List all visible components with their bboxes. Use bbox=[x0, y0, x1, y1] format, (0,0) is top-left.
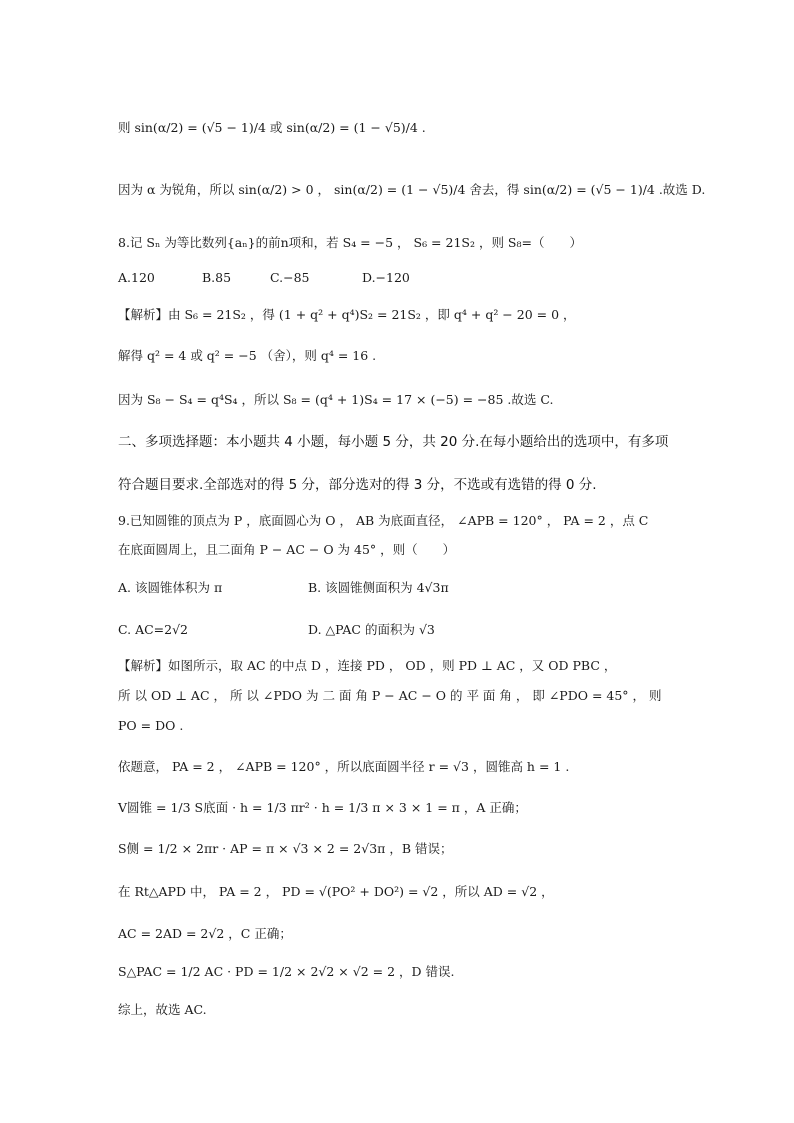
q8-option-a: A.120 bbox=[118, 270, 155, 285]
solution-9-line: S侧 = 1/2 × 2πr · AP = π × √3 × 2 = 2√3π ，B 错误； bbox=[118, 841, 453, 856]
solution-8-line: 【解析】由 S₆ = 21S₂ ，得 (1 + q² + q⁴)S₂ = 21S₂ ，即 q⁴ + q² − 20 = 0 ， bbox=[118, 307, 576, 322]
solution-9-line: S△PAC = 1/2 AC · PD = 1/2 × 2√2 × √2 = 2 ，D 错误. bbox=[118, 964, 455, 979]
solution-9-line: 所 以 OD ⊥ AC ， 所 以 ∠PDO 为 二 面 角 P − AC − O 的 平 面 角 ， 即 ∠PDO = 45° ， 则 bbox=[118, 688, 662, 703]
q9-option-b: B. 该圆锥侧面积为 4√3π bbox=[308, 580, 449, 595]
q9-option-c: C. AC=2√2 bbox=[118, 622, 189, 637]
solution-9-line: 依题意， PA = 2 ， ∠APB = 120° ，所以底面圆半径 r = √3 ，圆锥高 h = 1 . bbox=[118, 759, 570, 774]
solution-9-line: PO = DO . bbox=[118, 718, 184, 733]
q9-option-a: A. 该圆锥体积为 π bbox=[118, 580, 223, 595]
q8-option-d: D.−120 bbox=[362, 270, 410, 285]
q8-option-b: B.85 bbox=[202, 270, 232, 285]
question-9: 在底面圆周上，且二面角 P − AC − O 为 45° ，则（ ） bbox=[118, 542, 456, 557]
solution-8-line: 解得 q² = 4 或 q² = −5 （舍），则 q⁴ = 16 . bbox=[118, 348, 377, 363]
text-line: 因为 α 为锐角，所以 sin(α/2) > 0 ， sin(α/2) = (1 − √5)/4 舍去，得 sin(α/2) = (√5 − 1)/4 .故选 D. bbox=[118, 182, 706, 197]
section-heading: 二、多项选择题：本小题共 4 小题，每小题 5 分，共 20 分.在每小题给出的选项中，有多项 bbox=[118, 434, 669, 450]
solution-9-line: 在 Rt△APD 中， PA = 2 ， PD = √(PO² + DO²) = √2 ，所以 AD = √2 ， bbox=[118, 884, 554, 899]
question-9: 9.已知圆锥的顶点为 P ，底面圆心为 O ， AB 为底面直径， ∠APB = 120° ， PA = 2 ，点 C bbox=[118, 513, 649, 528]
solution-9-line: V圆锥 = 1/3 S底面 · h = 1/3 πr² · h = 1/3 π × 3 × 1 = π ，A 正确； bbox=[118, 800, 527, 815]
section-heading: 符合题目要求.全部选对的得 5 分，部分选对的得 3 分，不选或有选错的得 0 分. bbox=[118, 477, 597, 493]
text-line: 则 sin(α/2) = (√5 − 1)/4 或 sin(α/2) = (1 − √5)/4 . bbox=[118, 120, 426, 135]
solution-9-line: 综上，故选 AC. bbox=[118, 1002, 207, 1017]
solution-8-line: 因为 S₈ − S₄ = q⁴S₄ ，所以 S₈ = (q⁴ + 1)S₄ = 17 × (−5) = −85 .故选 C. bbox=[118, 392, 554, 407]
q8-option-c: C.−85 bbox=[270, 270, 310, 285]
q9-option-d: D. △PAC 的面积为 √3 bbox=[308, 622, 435, 637]
question-8: 8.记 Sₙ 为等比数列{aₙ}的前n项和，若 S₄ = −5 ， S₆ = 21S₂ ，则 S₈=（ ） bbox=[118, 235, 582, 250]
solution-9-line: 【解析】如图所示，取 AC 的中点 D ，连接 PD ， OD ，则 PD ⊥ AC ，又 OD PBC ， bbox=[118, 658, 617, 673]
solution-9-line: AC = 2AD = 2√2 ，C 正确； bbox=[118, 926, 292, 941]
